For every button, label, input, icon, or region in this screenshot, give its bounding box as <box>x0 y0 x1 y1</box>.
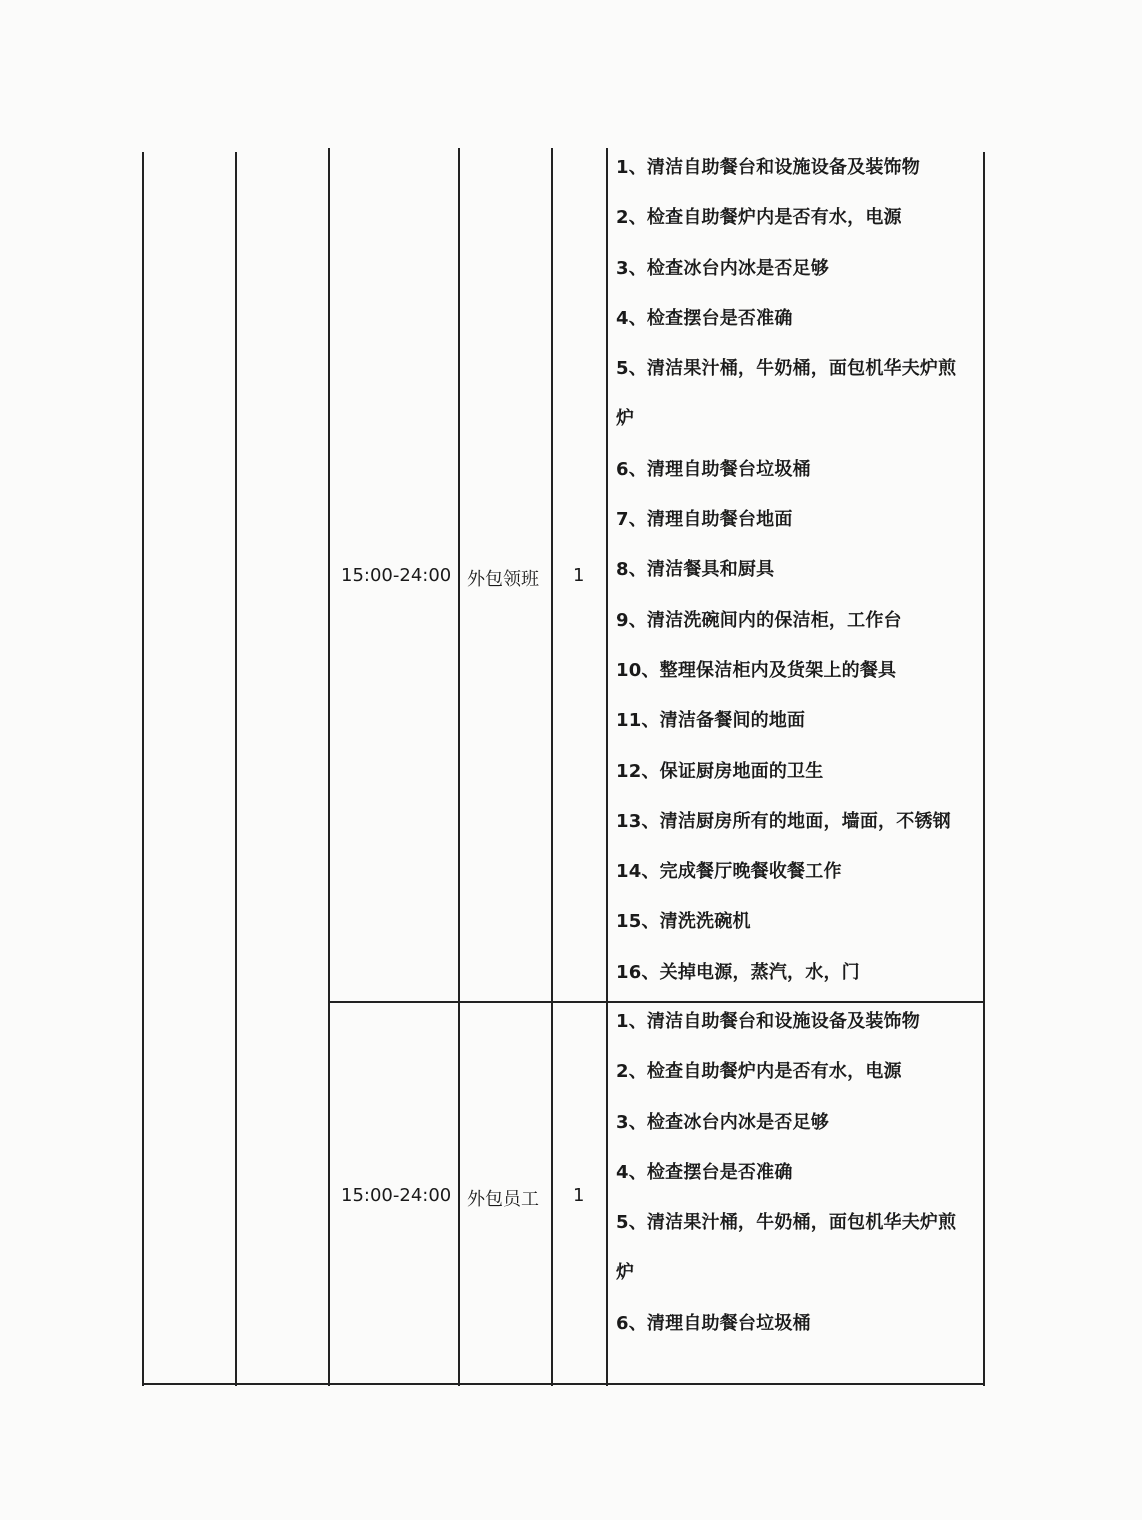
task-item: 5、清洁果汁桶，牛奶桶，面包机华夫炉煎 <box>616 1212 957 1234</box>
task-item: 15、清洗洗碗机 <box>616 911 751 933</box>
task-item: 3、检查冰台内冰是否足够 <box>616 1111 829 1133</box>
task-item: 6、清理自助餐台垃圾桶 <box>616 1312 811 1334</box>
task-item: 4、检查摆台是否准确 <box>616 1161 793 1183</box>
task-item: 14、完成餐厅晚餐收餐工作 <box>616 861 842 883</box>
shift-time-cell: 15:00-24:00 <box>341 565 452 586</box>
table-divider-col2 <box>328 148 330 1386</box>
task-list <box>616 156 956 1011</box>
table-border-right <box>983 152 985 1386</box>
task-item: 5、清洁果汁桶，牛奶桶，面包机华夫炉煎 <box>616 358 957 380</box>
task-item: 7、清理自助餐台地面 <box>616 509 793 531</box>
task-item: 16、关掉电源，蒸汽，水，门 <box>616 961 860 983</box>
role-cell: 外包领班 <box>467 569 539 590</box>
table-divider-col3 <box>458 148 460 1386</box>
table-border-bottom <box>142 1383 985 1385</box>
task-item: 9、清洁洗碗间内的保洁柜，工作台 <box>616 609 902 631</box>
task-item: 13、清洁厨房所有的地面，墙面，不锈钢 <box>616 810 951 832</box>
shift-time-cell: 15:00-24:00 <box>341 1185 452 1206</box>
task-item-continuation: 炉 <box>616 408 635 430</box>
task-item: 6、清理自助餐台垃圾桶 <box>616 458 811 480</box>
task-item: 12、保证厨房地面的卫生 <box>616 760 824 782</box>
task-item: 3、检查冰台内冰是否足够 <box>616 257 829 279</box>
task-item: 1、清洁自助餐台和设施设备及装饰物 <box>616 157 920 178</box>
task-item: 2、检查自助餐炉内是否有水，电源 <box>616 207 902 229</box>
task-item-continuation: 炉 <box>616 1262 635 1284</box>
table-divider-col5 <box>606 148 608 1386</box>
task-item: 4、检查摆台是否准确 <box>616 307 793 329</box>
task-item: 10、整理保洁柜内及货架上的餐具 <box>616 659 897 681</box>
headcount-cell: 1 <box>573 1185 585 1206</box>
table-divider-col1 <box>235 152 237 1386</box>
role-cell: 外包员工 <box>467 1189 539 1210</box>
table-border-left <box>142 152 144 1386</box>
task-item: 11、清洁备餐间的地面 <box>616 710 806 732</box>
table-divider-col4 <box>551 148 553 1386</box>
task-item: 1、清洁自助餐台和设施设备及装饰物 <box>616 1011 920 1032</box>
headcount-cell: 1 <box>573 565 585 586</box>
task-item: 2、检查自助餐炉内是否有水，电源 <box>616 1061 902 1083</box>
task-list <box>616 1010 956 1362</box>
task-item: 8、清洁餐具和厨具 <box>616 559 775 581</box>
